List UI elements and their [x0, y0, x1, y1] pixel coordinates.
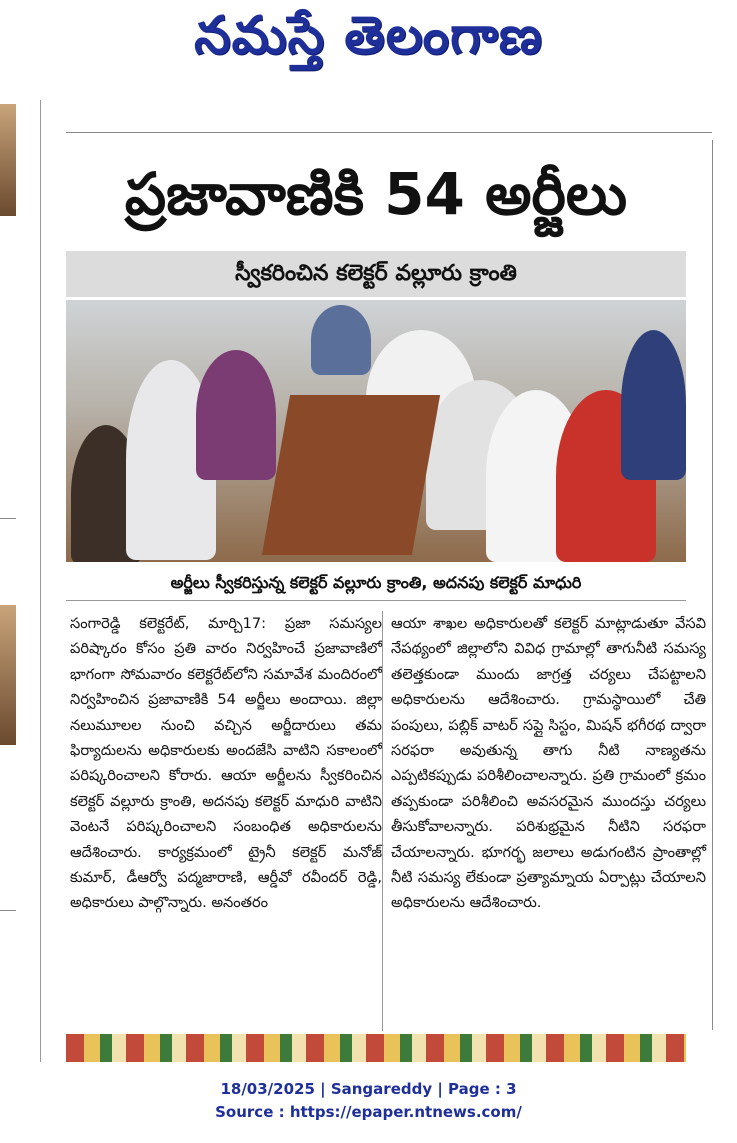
footer-source-line: Source : https://epaper.ntnews.com/: [215, 1103, 522, 1121]
caption-rule: [66, 600, 686, 601]
column-divider: [382, 611, 383, 1031]
adjacent-photo: [0, 104, 16, 216]
next-article-photo-strip: [66, 1034, 686, 1062]
adjacent-rule: [0, 518, 16, 519]
photo-person: [196, 350, 276, 480]
photo-caption: అర్జీలు స్వీకరిస్తున్న కలెక్టర్ వల్లూరు క్రాంతి, అదనపు కలెక్టర్ మాధురి: [170, 573, 582, 592]
top-rule: [66, 132, 712, 133]
article-headline: ప్రజావాణికి 54 అర్జీలు: [124, 160, 628, 228]
article-body-right: ఆయా శాఖల అధికారులతో కలెక్టర్ మాట్లాడుతూ వేసవి నేపథ్యంలో జిల్లాలోని వివిధ గ్రామాల్లో తాగునీటి సమస్య తలెత్తకుండా ముందు జాగ్రత్త చర్యలు చేపట్టాలని అధికారులను ఆదేశించారు. గ్రామస్థాయిలో చేతి పంపులు, పబ్లిక్ వాటర్ సప్లై సిస్టం, మిషన్ భగీరథ ద్వారా సరఫరా అవుతున్న తాగు నీటి నాణ్యతను ఎప్పటికప్పుడు పరిశీలించాలన్నారు. ప్రతి గ్రామంలో క్రమం తప్పకుండా పరిశీలించి అవసరమైన ముందస్తు చర్యలు తీసుకోవాలన్నారు. పరిశుభ్రమైన నీటిని సరఫరా చేయాలన్నారు. భూగర్భ జలాలు అడుగంటిన ప్రాంతాల్లో నీటి సమస్య లేకుండా ప్రత్యామ్నాయ ఏర్పాట్లు చేయాలని అధికారులను ఆదేశించారు.: [391, 615, 706, 912]
article-subheadline: స్వీకరించిన కలెక్టర్ వల్లూరు క్రాంతి: [66, 251, 686, 297]
adjacent-photo: [0, 605, 16, 745]
photo-table: [262, 395, 440, 555]
right-rule: [712, 140, 713, 1030]
footer-date-line: 18/03/2025 | Sangareddy | Page : 3: [220, 1080, 517, 1098]
newspaper-logo: నమస్తే తెలంగాణ: [194, 6, 543, 66]
adjacent-article-strip: [0, 100, 18, 1060]
adjacent-rule: [0, 910, 16, 911]
article-body-left: సంగారెడ్డి కలెక్టరేట్, మార్చి17: ప్రజా సమస్యల పరిష్కారం కోసం ప్రతి వారం నిర్వహించే ప్రజావాణిలో భాగంగా సోమవారం కలెక్టరేట్‌లోని సమావేశ మందిరంలో నిర్వహించిన ప్రజావాణికి 54 అర్జీలు అందాయి. జిల్లా నలుమూలల నుంచి వచ్చిన అర్జీదారులు తమ ఫిర్యాదులను అధికారులకు అందజేసి వాటిని సకాలంలో పరిష్కరించాలని కోరారు. ఆయా అర్జీలను స్వీకరించిన కలెక్టర్ వల్లూరు క్రాంతి, అదనపు కలెక్టర్ మాధురి వాటిని వెంటనే పరిష్కరించాలని సంబంధిత అధికారులను ఆదేశించారు. కార్యక్రమంలో ట్రైనీ కలెక్టర్ మనోజ్ కుమార్, డీఆర్వో పద్మజారాణి, ఆర్డీవో రవీందర్ రెడ్డి, అధికారులు పాల్గొన్నారు. అనంతరం: [70, 615, 382, 912]
photo-person: [621, 330, 686, 480]
masthead: [0, 0, 737, 100]
photo-person: [311, 305, 371, 375]
article-photo: [66, 300, 686, 562]
